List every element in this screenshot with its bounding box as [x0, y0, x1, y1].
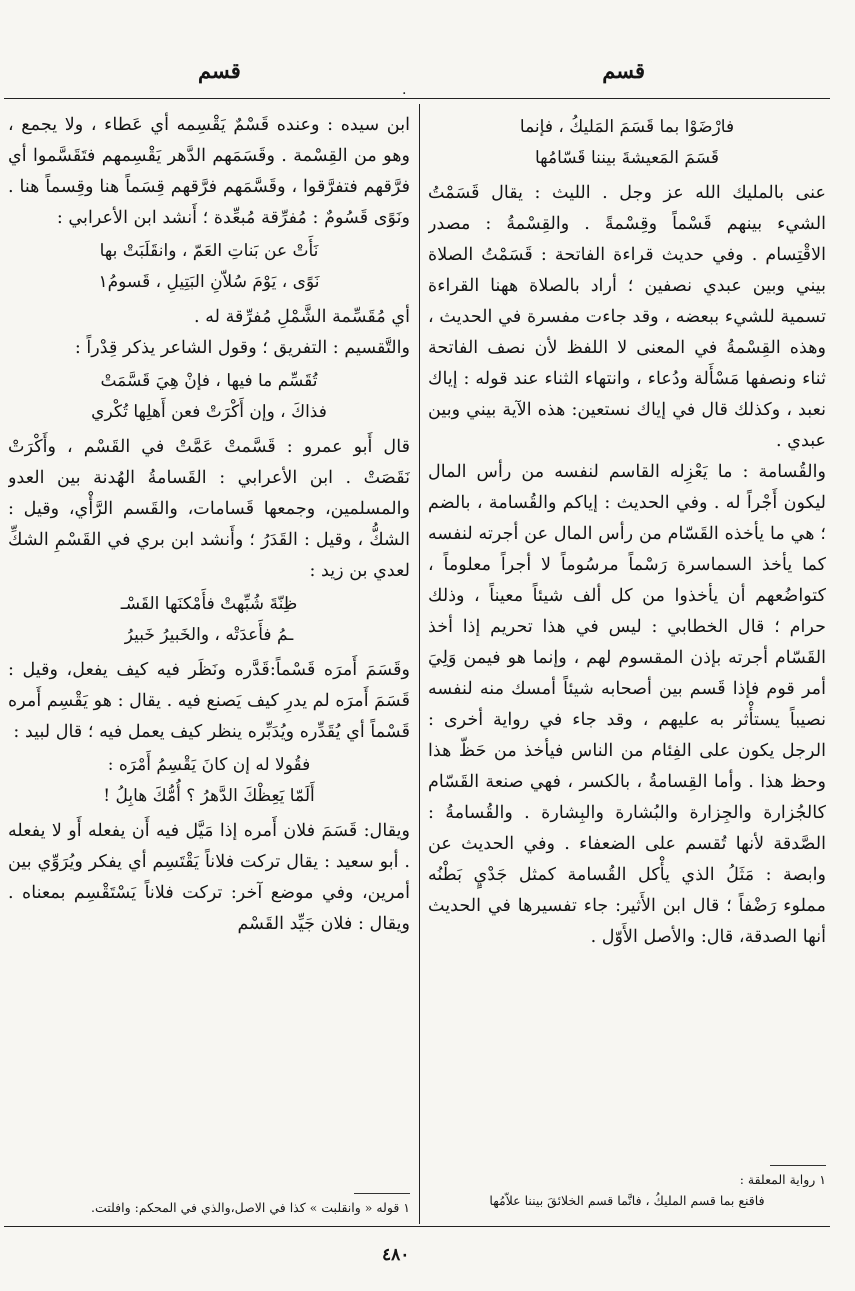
verse-line: ـمُ فأَعدَتْه ، والخَبيرُ خَبيرُ	[124, 625, 294, 645]
verse-line: نَوًى ، يَوْمَ سُلاّنِ البَتِيلِ ، قَسومُ١	[98, 272, 320, 292]
footer-rule	[4, 1226, 830, 1227]
footnote-text: ١ قوله « وانقلبت » كذا في الاصل،والذي في المحكم: وافلتت.	[91, 1200, 410, 1215]
paragraph: والقُسامة : ما يَعْزِله القاسم لنفسه من رأس المال ليكون أَجْراً له . وفي الحديث : إياكم والقُسامة ، بالضم ؛ هي ما يأخذه القَسّام من رأس المال عن أجرته لنفسه كما يأخذ السماسرة رَسْماً مرسُوماً لا أجراً معلوماً ، كتواضُعهم أن يأخذوا من كل ألف شيئاً معيناً ، وذلك حرام ؛ قال الخطابي : ليس في هذا تحريم إذا أخذ القَسّام أجرته بإذن المقسوم لهم ، وإنما هو فيمن وَلِيَ أمر قوم فإذا قَسم بين أصحابه شيئاً أمسك منه لنفسه نصيباً يستأْثر به عليهم ، وقد جاء في رواية أخرى : الرجل يكون على الفِئام من الناس فيأخذ من حَظّ هذا وحظ هذا . وأما القِسامةُ ، بالكسر ، فهي صنعة القَسّام كالجُزارة والجِزارة والبُشارة والبِشارة . والقُسامةُ : الصَّدقة لأنها تُقسم على الضعفاء . وفي الحديث عن وابصة : مَثَلُ الذي يأْكل القُسامة كمثل جَدْيٍ بَطْنُه مملوء رَضْفاً ؛ قال ابن الأَثير: جاء تفسيرها في الحديث أنها الصدقة، قال: والأصل الأَوّل .	[428, 462, 826, 947]
paragraph: أي مُقَسِّمة الشَّمْلِ مُفرِّقة له .	[194, 307, 410, 327]
paragraph: وقَسَمَ أَمرَه قَسْماً:قَدَّره ونَظَر فيه كيف يفعل، وقيل : قَسَمَ أَمرَه لم يدرِ كيف يَصنع فيه . يقال : هو يَقْسِم أَمره قَسْماً أي يُقَدِّره ويُدَبِّره ينظر كيف يعمل فيه ؛ قال لبيد :	[8, 660, 410, 742]
left-column	[8, 110, 410, 1195]
paragraph: ابن سيده : وعنده قَسْمٌ يَقْسِمه أي عَطاء ، ولا يجمع ، وهو من القِسْمة . وقَسَمَهم الدَّهر يَقْسِمهم فتَقَسَّموا أي فرَّقهم فتفرَّقوا ، وقَسَّمَهم فرَّقهم قِسَماً هنا وقِسماً هنا . ونَوًى قَسُومٌ : مُفرِّقة مُبعِّدة ؛ أَنشد ابن الأعرابي :	[8, 115, 410, 228]
paragraph: عنى بالمليك الله عز وجل . الليث : يقال قَسَمْتُ الشيء بينهم قَسْماً وقِسْمةً . والقِسْمةُ : مصدر الاقْتِسام . وفي حديث قراءة الفاتحة : قَسَمْتُ الصلاة بيني وبين عبدي نصفين ؛ أراد بالصلاة ههنا القراءة تسمية للشيء ببعضه ، وقد جاءت مفسرة في الحديث ، وهذه القِسْمةُ في المعنى لا اللفظ لأن نصف الفاتحة ثناء ونصفها مَسْأَلة ودُعاء ، وانتهاء الثناء عند قوله : إياك نعبد ، وكذلك قال في إياك نستعين: هذه الآية بيني وبين عبدي .	[428, 183, 826, 451]
verse-line: فذاكَ ، وإن أَكْرَتْ فعن أَهلِها تُكْري	[91, 402, 327, 422]
header-entry-word-left: قسم	[198, 58, 241, 83]
verse	[8, 750, 410, 812]
verse	[8, 236, 410, 298]
page-number: ٤٨٠	[382, 1245, 410, 1265]
verse-line: أَلَمّا يَعِظْكَ الدَّهرُ ؟ أُمُّكَ هابِلُ !	[103, 786, 315, 806]
footnote-text: فاقنع بما قسم المليكُ ، فانَّما قسم الخلائقَ بيننا علاّمُها	[489, 1193, 765, 1208]
verse-line: فارْضَوْا بما قَسَمَ المَليكُ ، فإنما	[519, 117, 735, 137]
verse-line: ظِنّةَ شُبِّهتْ فأَمْكنَها القَسْـ	[120, 594, 298, 614]
right-column	[428, 110, 826, 1180]
header-dot: .	[402, 82, 407, 98]
footnote-rule	[354, 1193, 410, 1194]
paragraph: ويقال: قَسَمَ فلان أَمره إذا مَيَّل فيه أَن يفعله أَو لا يفعله . أبو سعيد : يقال تركت فلاناً يَقْتَسِم أي يفكر ويُرَوِّي بين أمرين، وفي موضع آخر: تركت فلاناً يَسْتَقْسِم بمعناه . ويقال : فلان جَيِّد القَسْم	[8, 821, 410, 934]
left-footnote	[8, 1193, 410, 1221]
right-footnote	[428, 1165, 826, 1221]
verse-line: فقُولا له إن كانَ يَقْسِمُ أَمْرَه :	[107, 755, 311, 775]
verse-line: قَسَمَ المَعيشةَ بيننا قَسّامُها	[534, 148, 720, 168]
footnote-rule	[770, 1165, 826, 1166]
verse-line: تُقَسِّم ما فيها ، فإنْ هِيَ قَسَّمَتْ	[100, 371, 318, 391]
paragraph: والتَّقسيم : التفريق ؛ وقول الشاعر يذكر قِدْراً :	[74, 338, 410, 358]
paragraph: قال أَبو عمرو : قَسَّمتْ عَمَّتْ في القَسْم ، وأَكْرَتْ نَقَصَتْ . ابن الأعرابي : القَسامةُ الهُدنة بين العدو والمسلمين، وجمعها قَسامات، والقَسم الرَّأْي، وقيل : الشكُّ ، وقيل : القَدَرُ ؛ وأَنشد ابن بري في القَسْمِ الشكِّ لعدي بن زيد :	[8, 437, 410, 581]
verse-line: نَأَتْ عن بَناتِ العَمّ ، وانقَلَبَتْ بها	[99, 241, 319, 261]
opening-verse	[428, 112, 826, 174]
verse	[8, 366, 410, 428]
verse	[8, 589, 410, 651]
header-rule	[4, 98, 830, 99]
footnote-heading: ١ رواية المعلقة :	[739, 1172, 826, 1187]
header-entry-word-right: قسم	[602, 58, 645, 83]
column-divider	[419, 104, 420, 1224]
